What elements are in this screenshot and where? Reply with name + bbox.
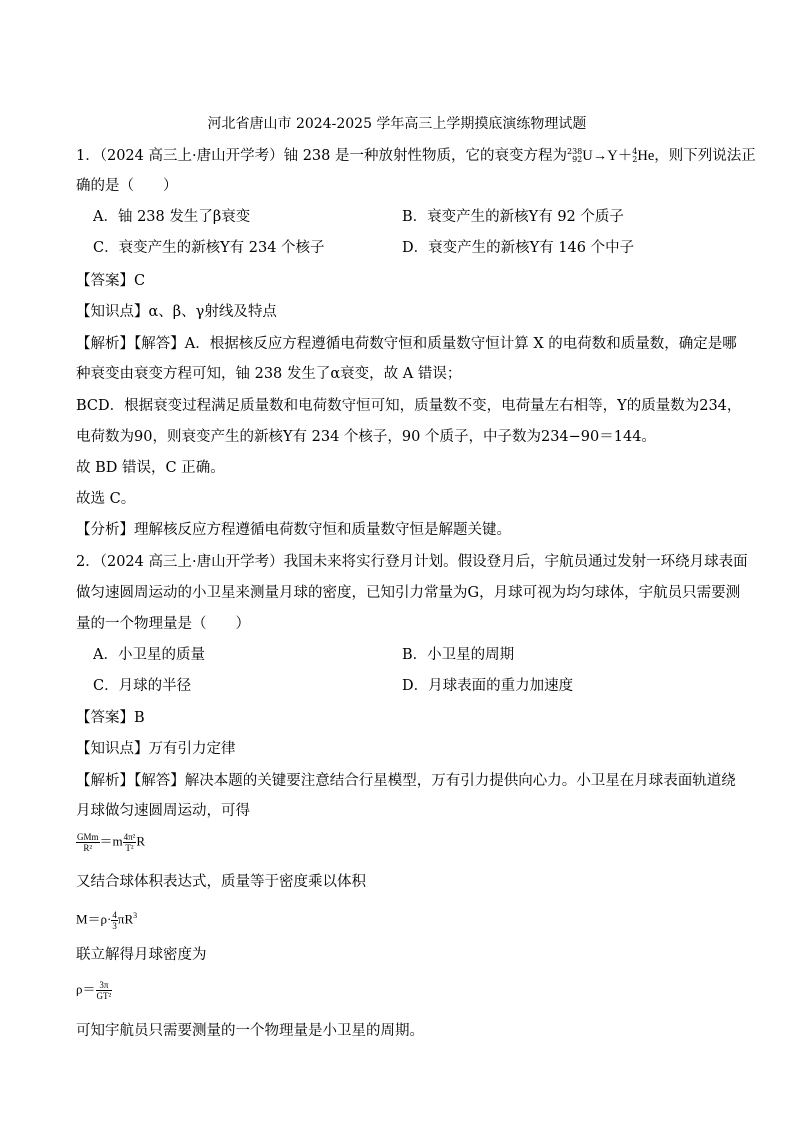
he-symbol: He [637,148,655,164]
q2-conclusion: 可知宇航员只需要测量的一个物理量是小卫星的周期。 [76,1023,424,1039]
u-symbol: U [582,148,593,164]
formula-radius: R [136,833,146,849]
q2-stem-line2: 做匀速圆周运动的小卫星来测量月球的密度，已知引力常量为G，月球可视为均匀球体，宇航员只需要测 [76,585,741,601]
q2-analysis-line3: 又结合球体积表达式，质量等于密度乘以体积 [76,874,366,890]
he-mass-number: 4 [632,147,638,156]
q1-analysis-line6: 故选 C。 [76,491,136,507]
u-atomic-number: 92 [572,155,583,164]
rhs-numerator: 4π² [123,832,136,842]
formula-mass-prefix: M＝ρ· [76,911,112,927]
page-title: 河北省唐山市 2024-2025 学年高三上学期摸底演练物理试题 [207,116,587,132]
formula-density [76,980,112,1001]
formula-gravitation-lhs [76,832,100,853]
q2-option-c: C．月球的半径 [93,678,192,694]
q2-analysis-line2: 月球做匀速圆周运动，可得 [76,803,250,819]
formula-equals: ＝m [99,833,123,849]
q2-knowledge-point: 【知识点】万有引力定律 [76,741,236,757]
density-denominator: GT² [96,991,112,1001]
lhs-numerator: GMm [77,832,99,842]
formula-density-prefix: ρ＝ [76,981,96,997]
q1-summary: 【分析】理解核反应方程遵循电荷数守恒和质量数守恒是解题关键。 [76,522,511,538]
q2-option-a: A．小卫星的质量 [93,647,205,663]
q1-option-b: B．衰变产生的新核Y有 92 个质子 [402,209,624,225]
q1-analysis-line4: 电荷数为90，则衰变产生的新核Y有 234 个核子，90 个质子，中子数为234−90＝144。 [76,429,656,445]
q2-option-b: B．小卫星的周期 [402,647,515,663]
q1-option-d: D．衰变产生的新核Y有 146 个中子 [402,240,635,256]
rhs-denominator: T² [125,843,134,853]
q1-analysis-line3: BCD．根据衰变过程满足质量数和电荷数守恒可知，质量数不变，电荷量左右相等，Y的质量数为234， [76,398,742,414]
u-mass-number: 238 [567,147,583,156]
he-atomic-number: 2 [632,155,638,164]
q1-stem-tail: ，则下列说法正 [654,148,756,164]
q1-option-a: A．铀 238 发生了β衰变 [93,209,251,225]
density-numerator: 3π [96,980,113,991]
q1-stem-line2: 确的是（ ） [76,178,178,194]
q1-knowledge-point: 【知识点】α、β、γ射线及特点 [76,304,277,320]
q2-stem-line1: 2．（2024 高三上·唐山开学考）我国未来将实行登月计划。假设登月后，宇航员通过发射一环绕月球表面 [76,554,748,570]
q1-analysis-line1: 【解析】【解答】A．根据核反应方程遵循电荷数守恒和质量数守恒计算 X 的电荷数和质量数，确定是哪 [76,336,737,352]
formula-mass-exponent: 3 [133,911,138,920]
q2-answer: 【答案】B [76,710,145,726]
formula-density-fraction [96,980,113,1001]
mass-denominator: 3 [112,920,117,931]
u-nuclide-numbers [567,148,582,164]
lhs-denominator: R² [83,843,93,853]
equation-arrow: →Y＋ [592,148,633,164]
mass-numerator: 4 [112,909,117,920]
formula-mass-suffix: πR [117,911,134,927]
q2-option-d: D．月球表面的重力加速度 [402,678,574,694]
q2-analysis-line1: 【解析】【解答】解决本题的关键要注意结合行星模型，万有引力提供向心力。小卫星在月球表面轨道绕 [76,773,736,789]
q1-option-c: C．衰变产生的新核Y有 234 个核子 [93,240,325,256]
formula-mass [76,908,137,931]
q2-analysis-line4: 联立解得月球密度为 [76,947,207,963]
q1-stem-text: 1．（2024 高三上·唐山开学考）铀 238 是一种放射性物质，它的衰变方程为 [76,148,567,164]
formula-gravitation-rhs [123,832,137,853]
formula-gravitation [76,832,145,853]
q1-analysis-line5: 故 BD 错误，C 正确。 [76,460,225,476]
q2-stem-line3: 量的一个物理量是（ ） [76,616,250,632]
q1-stem-line1 [76,146,754,166]
q1-answer: 【答案】C [76,273,146,289]
q1-analysis-line2: 种衰变由衰变方程可知，铀 238 发生了α衰变，故 A 错误； [76,366,462,382]
